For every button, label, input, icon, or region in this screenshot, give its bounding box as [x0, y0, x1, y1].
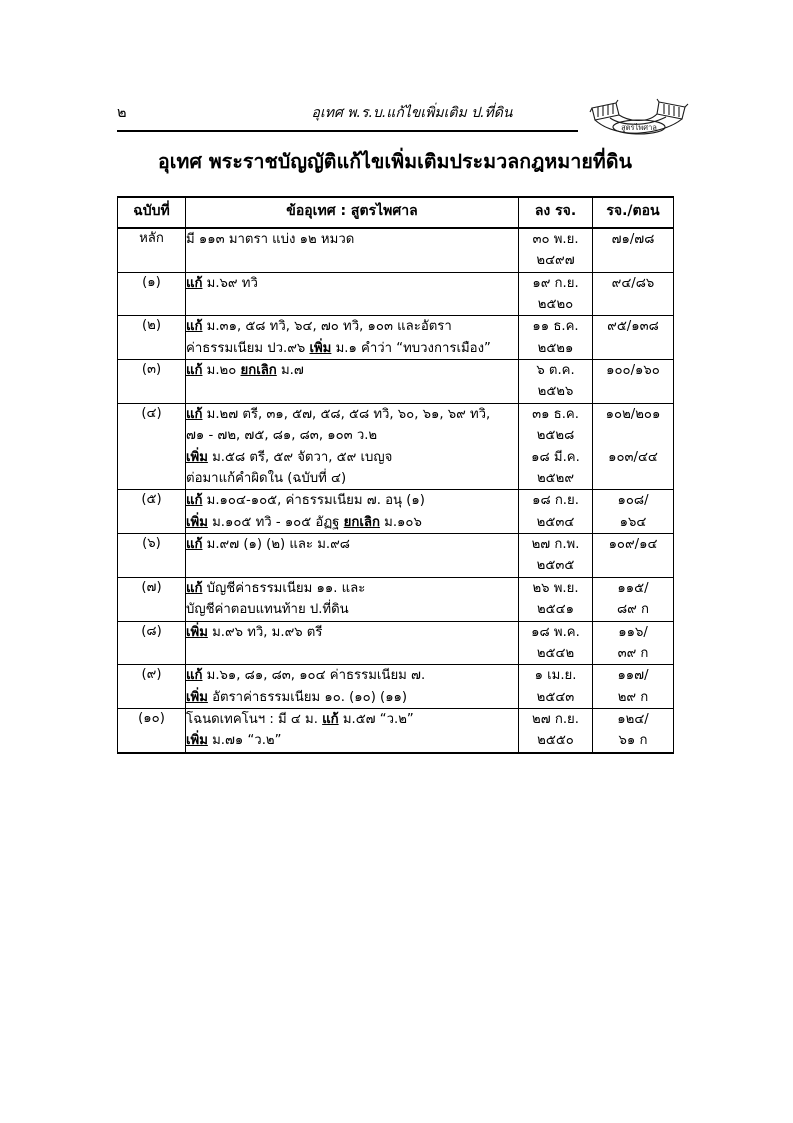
cell-gazette-date: ๒๖ พ.ย. ๒๕๔๑ [519, 577, 593, 621]
cell-gazette-reference: ๑๐๘/ ๑๖๔ [593, 490, 674, 534]
cell-gazette-date: ๖ ต.ค. ๒๕๒๖ [519, 360, 593, 404]
cell-content: แก้ ม.๖๑, ๘๑, ๘๓, ๑๐๔ ค่าธรรมเนียม ๗. เพิ่ม อัตราค่าธรรมเนียม ๑๐. (๑๐) (๑๑) [186, 665, 519, 709]
table-header [118, 197, 674, 228]
amendment-action-keyword: เพิ่ม [309, 340, 332, 356]
table-row [118, 490, 674, 534]
amendment-action-keyword: ยกเลิก [240, 363, 277, 379]
cell-edition: (๗) [118, 577, 186, 621]
cell-gazette-date: ๑๘ พ.ค. ๒๕๔๒ [519, 621, 593, 665]
amendment-action-keyword: เพิ่ม [186, 514, 208, 530]
cell-content: มี ๑๑๓ มาตรา แบ่ง ๑๒ หมวด [186, 228, 519, 272]
cell-gazette-date: ๓๐ พ.ย. ๒๔๙๗ [519, 228, 593, 272]
amendment-action-keyword: แก้ [322, 712, 339, 728]
cell-gazette-date: ๒๗ ก.ย. ๒๕๕๐ [519, 709, 593, 753]
table-row [118, 621, 674, 665]
cell-gazette-reference: ๑๑๕/ ๘๙ ก [593, 577, 674, 621]
cell-gazette-date: ๑๙ ก.ย. ๒๕๒๐ [519, 272, 593, 316]
cell-content: แก้ ม.๓๑, ๕๘ ทวิ, ๖๔, ๗๐ ทวิ, ๑๐๓ และอัตรา ค่าธรรมเนียม ปว.๙๖ เพิ่ม ม.๑ คำว่า “ทบวงการเมือง” [186, 316, 519, 360]
amendment-action-keyword: เพิ่ม [186, 449, 208, 465]
cell-gazette-reference: ๙๔/๘๖ [593, 272, 674, 316]
table-row [118, 534, 674, 578]
cell-gazette-reference: ๗๑/๗๘ [593, 228, 674, 272]
table-row [118, 709, 674, 753]
amendment-action-keyword: ยกเลิก [343, 514, 380, 530]
amendment-action-keyword: แก้ [186, 537, 203, 553]
cell-gazette-reference: ๑๒๔/ ๖๑ ก [593, 709, 674, 753]
cell-edition: (๑๐) [118, 709, 186, 753]
amendment-action-keyword: เพิ่ม [186, 689, 208, 705]
cell-content: แก้ ม.๑๐๔-๑๐๕, ค่าธรรมเนียม ๗. อนุ (๑) เพิ่ม ม.๑๐๕ ทวิ - ๑๐๕ อัฏฐ ยกเลิก ม.๑๐๖ [186, 490, 519, 534]
table-row [118, 272, 674, 316]
amendment-action-keyword: แก้ [186, 363, 203, 379]
table-row [118, 403, 674, 490]
column-header-date: ลง รจ. [519, 197, 593, 228]
amendment-action-keyword: แก้ [186, 580, 203, 596]
cell-edition: (๓) [118, 360, 186, 404]
cell-content: แก้ ม.๙๗ (๑) (๒) และ ม.๙๘ [186, 534, 519, 578]
cell-gazette-reference: ๑๑๗/ ๒๙ ก [593, 665, 674, 709]
table-body [118, 228, 674, 753]
cell-gazette-reference: ๙๕/๑๓๘ [593, 316, 674, 360]
cell-content: แก้ บัญชีค่าธรรมเนียม ๑๑. และ บัญชีค่าตอบแทนท้าย ป.ที่ดิน [186, 577, 519, 621]
amendment-action-keyword: แก้ [186, 319, 203, 335]
cell-content: โฉนดเทคโนฯ : มี ๔ ม. แก้ ม.๕๗ “ว.๒” เพิ่ม ม.๗๑ “ว.๒” [186, 709, 519, 753]
cell-content: แก้ ม.๒๐ ยกเลิก ม.๗ [186, 360, 519, 404]
cell-content: เพิ่ม ม.๙๖ ทวิ, ม.๙๖ ตรี [186, 621, 519, 665]
page-title: อุเทศ พระราชบัญญัติแก้ไขเพิ่มเติมประมวลกฎหมายที่ดิน [157, 150, 633, 173]
table-row [118, 577, 674, 621]
header-divider-rule [117, 130, 578, 132]
cell-edition: (๙) [118, 665, 186, 709]
cell-edition: (๑) [118, 272, 186, 316]
cell-content: แก้ ม.๒๗ ตรี, ๓๑, ๕๗, ๕๘, ๕๘ ทวิ, ๖๐, ๖๑, ๖๙ ทวิ, ๗๑ - ๗๒, ๗๕, ๘๑, ๘๓, ๑๐๓ ว.๒ เพิ่ม ม.๕๘ ตรี, ๕๙ จัตวา, ๕๙ เบญจ ต่อมาแก้คำผิดใน (ฉบับที่ ๔) [186, 403, 519, 490]
cell-gazette-reference: ๑๐๙/๑๔ [593, 534, 674, 578]
running-header-title: อุเทศ พ.ร.บ.แก้ไขเพิ่มเติม ป.ที่ดิน [311, 105, 513, 121]
amendment-action-keyword: แก้ [186, 275, 203, 291]
table-row [118, 665, 674, 709]
cell-gazette-date: ๒๗ ก.พ. ๒๕๓๕ [519, 534, 593, 578]
svg-text:สูตรไพศาล: สูตรไพศาล [621, 123, 657, 132]
table-header-row [118, 197, 674, 228]
cell-gazette-date: ๑๑ ธ.ค. ๒๕๒๑ [519, 316, 593, 360]
amendments-table [117, 196, 674, 754]
column-header-reference: รจ./ตอน [593, 197, 674, 228]
amendment-action-keyword: เพิ่ม [186, 624, 208, 640]
table-row [118, 360, 674, 404]
cell-gazette-date: ๓๑ ธ.ค. ๒๕๒๘ ๑๘ มี.ค. ๒๕๒๙ [519, 403, 593, 490]
amendment-action-keyword: แก้ [186, 493, 203, 509]
table-row [118, 228, 674, 272]
cell-edition: หลัก [118, 228, 186, 272]
amendment-action-keyword: แก้ [186, 668, 203, 684]
cell-edition: (๖) [118, 534, 186, 578]
cell-content: แก้ ม.๖๙ ทวิ [186, 272, 519, 316]
cell-gazette-reference: ๑๐๐/๑๖๐ [593, 360, 674, 404]
cell-edition: (๒) [118, 316, 186, 360]
cell-gazette-reference: ๑๑๖/ ๓๙ ก [593, 621, 674, 665]
amendment-action-keyword: แก้ [186, 406, 203, 422]
amendments-table-wrapper [117, 196, 673, 754]
column-header-content: ข้ออุเทศ : สูตรไพศาล [186, 197, 519, 228]
cell-gazette-date: ๑๘ ก.ย. ๒๕๓๔ [519, 490, 593, 534]
cell-gazette-date: ๑ เม.ย. ๒๕๔๓ [519, 665, 593, 709]
ribbon-banner-icon [586, 98, 692, 142]
table-row [118, 316, 674, 360]
cell-gazette-reference: ๑๐๒/๒๐๑ ๑๐๓/๔๔ [593, 403, 674, 490]
page-number: ๒ [117, 105, 127, 121]
cell-edition: (๔) [118, 403, 186, 490]
cell-edition: (๕) [118, 490, 186, 534]
column-header-edition: ฉบับที่ [118, 197, 186, 228]
amendment-action-keyword: เพิ่ม [186, 733, 208, 749]
cell-edition: (๘) [118, 621, 186, 665]
